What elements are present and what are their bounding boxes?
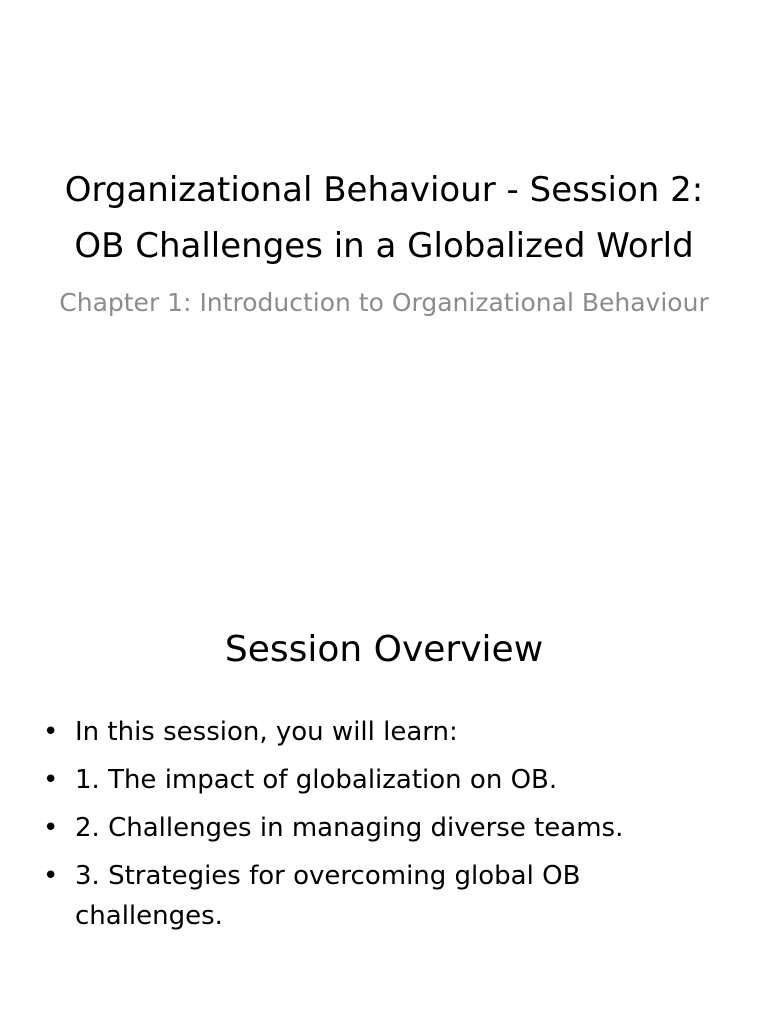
bullet-text: 1. The impact of globalization on OB. (75, 765, 558, 795)
overview-title: Session Overview (224, 629, 544, 670)
deck-subtitle: Chapter 1: Introduction to Organizational Behaviour (59, 288, 709, 317)
bullet-text: 2. Challenges in managing diverse teams. (75, 813, 624, 843)
overview-slide (0, 512, 768, 1024)
bullet-text: In this session, you will learn: (75, 717, 458, 747)
bullet-item (40, 808, 730, 848)
bullet-dot-icon: • (43, 813, 59, 843)
bullet-dot-icon: • (43, 765, 59, 795)
bullet-dot-icon: • (43, 717, 59, 747)
bullet-item (40, 712, 730, 752)
deck-title: Organizational Behaviour - Session 2: OB Challenges in a Globalized World (64, 170, 704, 266)
bullet-dot-icon: • (43, 861, 59, 891)
bullet-item (40, 856, 730, 936)
bullet-item (40, 760, 730, 800)
bullet-text: 3. Strategies for overcoming global OB challenges. (75, 861, 581, 931)
bullet-list (40, 712, 730, 944)
title-block (40, 162, 728, 323)
